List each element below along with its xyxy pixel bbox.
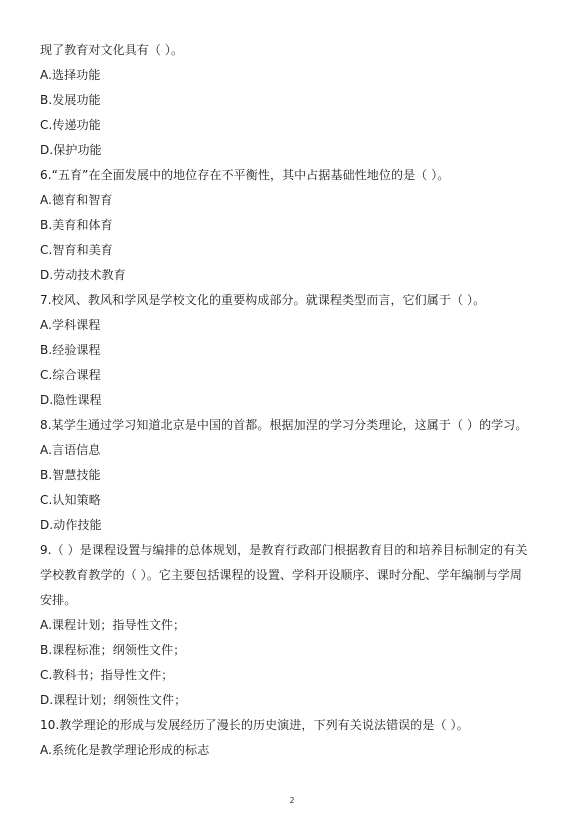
option-d: D.隐性课程: [40, 393, 102, 407]
option-a: A.课程计划；指导性文件；: [40, 618, 186, 632]
option-c: C.传递功能: [40, 118, 101, 132]
question-9-line-1: 9.（ ）是课程设置与编排的总体规划，是教育行政部门根据教育目的和培养目标制定的有关: [40, 543, 528, 557]
option-d: D.劳动技术教育: [40, 268, 126, 282]
option-b: B.美育和体育: [40, 218, 113, 232]
option-d: D.课程计划；纲领性文件；: [40, 693, 187, 707]
question-7: 7.校风、教风和学风是学校文化的重要构成部分。就课程类型而言，它们属于（ ）。: [40, 293, 486, 307]
question-9-line-2: 学校教育教学的（ ）。它主要包括课程的设置、学科开设顺序、课时分配、学年编制与学周: [40, 568, 522, 582]
option-a: A.选择功能: [40, 68, 101, 82]
question-8: 8.某学生通过学习知道北京是中国的首都。根据加涅的学习分类理论，这属于（ ）的学习。: [40, 418, 528, 432]
text-line-continuation: 现了教育对文化具有（ ）。: [40, 43, 184, 57]
question-10: 10.教学理论的形成与发展经历了漫长的历史演进，下列有关说法错误的是（ ）。: [40, 718, 469, 732]
option-c: C.教科书；指导性文件；: [40, 668, 174, 682]
question-9-line-3: 安排。: [40, 593, 77, 607]
option-b: B.经验课程: [40, 343, 101, 357]
option-d: D.动作技能: [40, 518, 102, 532]
option-b: B.智慧技能: [40, 468, 101, 482]
option-b: B.课程标准；纲领性文件；: [40, 643, 186, 657]
option-a: A.学科课程: [40, 318, 101, 332]
option-b: B.发展功能: [40, 93, 101, 107]
page-number: 2: [289, 796, 295, 805]
option-a: A.言语信息: [40, 443, 101, 457]
option-d: D.保护功能: [40, 143, 102, 157]
option-c: C.认知策略: [40, 493, 101, 507]
option-c: C.智育和美育: [40, 243, 113, 257]
option-a: A.德育和智育: [40, 193, 113, 207]
option-c: C.综合课程: [40, 368, 101, 382]
option-a: A.系统化是教学理论形成的标志: [40, 743, 210, 757]
question-6: 6.“五育”在全面发展中的地位存在不平衡性，其中占据基础性地位的是（ ）。: [40, 168, 450, 182]
